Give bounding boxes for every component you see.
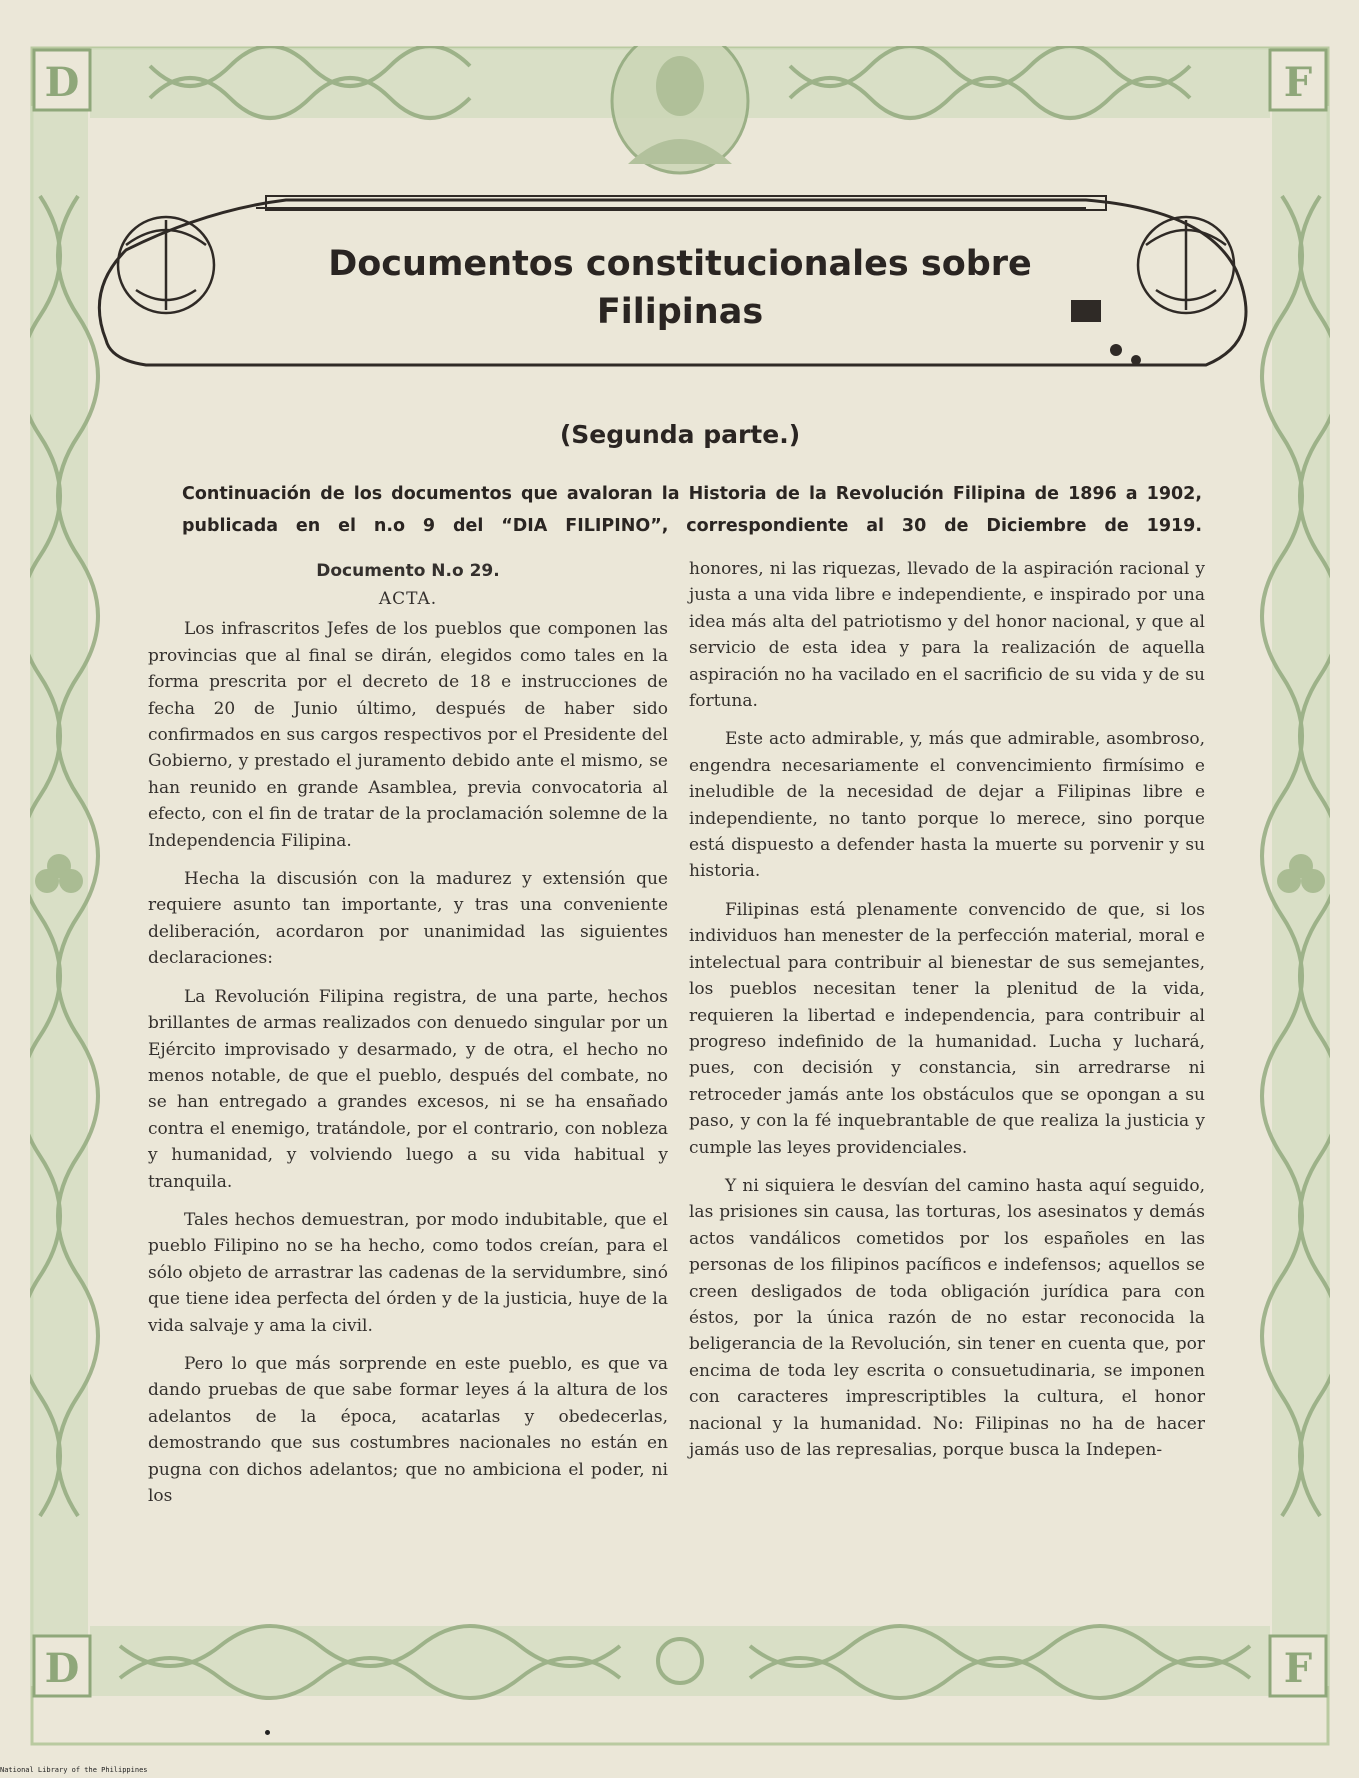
subtitle: (Segunda parte.) [559,420,801,449]
intro-paragraph: Continuación de los documentos que avaloran la Historia de la Revolución Filipina de 1896 a 1902, publicada en el n.o 9 del “DIA FILIPINO”, correspondiente al 30 de Diciembre de 1919. [182,484,1202,536]
paragraph: Y ni siquiera le desvían del camino hasta aquí seguido, las prisiones sin causa, las torturas, los asesinatos y demás actos vandálicos cometidos por los españoles en las personas de los filipinos pacíficos e indefensos; aquellos se creen desligados de toda obligación jurídica para con éstos, por la única razón de no estar reconocida la beligerancia de la Revolución, sin tener en cuenta que, por encima de toda ley escrita o consuetudinaria, se imponen con caracteres imprescriptibles la cultura, el honor nacional y la humanidad. No: Filipinas no ha de hacer jamás uso de las represalias, porque busca la Indepen- [689,1175,1205,1460]
page-title: Documentos constitucionales sobre Filipinas [328,244,1032,332]
ink-dot [265,1730,270,1735]
corner-letter-bottom-right: F [1283,1645,1313,1692]
paragraph-continued: honores, ni las riquezas, llevado de la aspiración racional y justa a una vida libre e independiente, e inspirado por una idea más alta del patriotismo y del honor nacional, y que al servicio de esta idea y para la realización de aquella aspiración no ha vacilado en el sacrificio de su vida y de su fortuna. [689,559,1205,712]
bottom-border-band [90,1626,1270,1696]
paragraph: Filipinas está plenamente convencido de que, si los individuos han menester de la perfección material, moral e intelectual para contribuir al bienestar de sus semejantes, los pueblos necesitan tener la plenitud de la vida, requieren la libertad e independencia, para contribuir al progreso indefinido de la humanidad. Lucha y luchará, pues, con decisión y constancia, sin arredrarse ni retroceder jamás ante los obstáculos que se opongan a su paso, y con la fé inquebrantable de que realiza la justicia y cumple las leyes providenciales. [689,899,1205,1158]
footer-credit: National Library of the Philippines [0,1766,148,1774]
paragraph: Este acto admirable, y, más que admirable, asombroso, engendra necesariamente el convencimiento firmísimo e ineludible de la necesidad de dejar a Filipinas libre e independiente, no tanto porque lo merece, sino porque está dispuesto a defender hasta la muerte su porvenir y su historia. [689,729,1205,882]
corner-letter-top-left: D [44,59,80,106]
paragraph: Pero lo que más sorprende en este pueblo, es que va dando pruebas de que sabe formar leyes á la altura de los adelantos de la época, acatarlas y obedecerlas, demostrando que sus costumbres nacionales no están en pugna con dichos adelantos; que no ambiciona el poder, ni los [148,1353,668,1506]
document-heading: Documento N.o 29. [316,561,500,581]
left-column [148,556,668,1521]
paragraph: Tales hechos demuestran, por modo indubitable, que el pueblo Filipino no se ha hecho, como todos creían, para el sólo objeto de arrastrar las cadenas de la servidumbre, sinó que tiene idea perfecta del órden y de la justicia, huye de la vida salvaje y ama la civil. [148,1209,668,1336]
document-subheading: ACTA. [378,589,438,609]
corner-letter-bottom-left: D [44,1645,80,1692]
paragraph: Los infrascritos Jefes de los pueblos que componen las provincias que al final se dirán, elegidos como tales en la forma prescrita por el decreto de 18 e instrucciones de fecha 20 de Junio último, después de haber sido confirmados en sus cargos respectivos por el Presidente del Gobierno, y prestado el juramento debido ante el mismo, se han reunido en grande Asamblea, previa convocatoria al efecto, con el fin de tratar de la proclamación solemne de la Independencia Filipina. [148,619,668,851]
flower-ornament-left [118,217,214,313]
portrait-medallion [612,46,748,173]
corner-letter-top-right: F [1283,59,1313,106]
paragraph: La Revolución Filipina registra, de una parte, hechos brillantes de armas realizados con denuedo singular por un Ejército improvisado y desarmado, y de otra, el hecho no menos notable, de que el pueblo, después del combate, no se han entregado a grandes excesos, ni se ha ensañado contra el enemigo, tratándole, por el contrario, con nobleza y humanidad, y volviendo luego a su vida habitual y tranquila. [148,986,668,1192]
flower-ornament-right [1138,217,1234,313]
paragraph: Hecha la discusión con la madurez y extensión que requiere asunto tan importante, y tras una conveniente deliberación, acordaron por unanimidad las siguientes declaraciones: [148,869,668,969]
right-column [689,556,1205,1475]
